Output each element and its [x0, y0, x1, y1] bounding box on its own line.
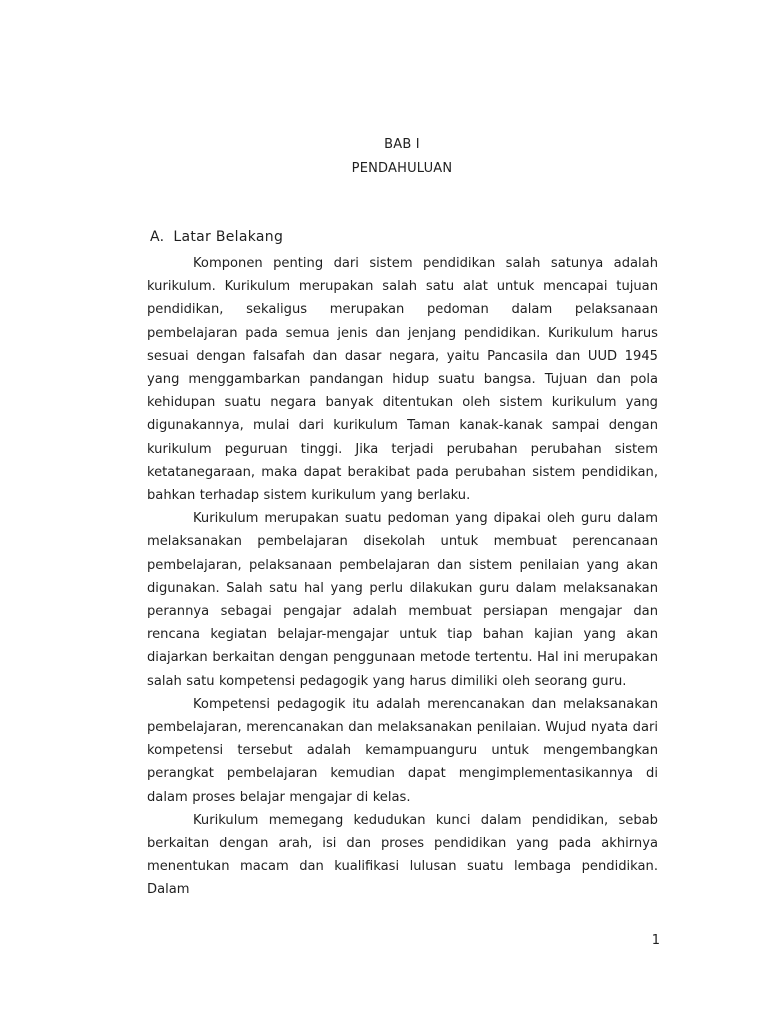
- section-title: Latar Belakang: [173, 229, 284, 245]
- body-text: [147, 252, 658, 902]
- paragraph: Kompetensi pedagogik itu adalah merencanakan dan melaksanakan pembelajaran, merencanakan dan melaksanakan penilaian. Wujud nyata dari kompetensi tersebut adalah kemampuanguru untuk mengembangkan perangkat pembelajaran kemudian dapat mengimplementasikannya di dalam proses belajar mengajar di kelas.: [147, 696, 658, 805]
- chapter-title: PENDAHULUAN: [351, 161, 453, 176]
- section-heading: [150, 229, 283, 245]
- chapter-number: BAB I: [384, 137, 420, 152]
- paragraph: Kurikulum memegang kedudukan kunci dalam pendidikan, sebab berkaitan dengan arah, isi dan proses pendidikan yang pada akhirnya menentukan macam dan kualifikasi lulusan suatu lembaga pendidikan. Dalam: [147, 812, 658, 898]
- paragraph: Kurikulum merupakan suatu pedoman yang dipakai oleh guru dalam melaksanakan pembelajaran disekolah untuk membuat perencanaan pembelajaran, pelaksanaan pembelajaran dan sistem penilaian yang akan digunakan. Salah satu hal yang perlu dilakukan guru dalam melaksanakan perannya sebagai pengajar adalah membuat persiapan mengajar dan rencana kegiatan belajar-mengajar untuk tiap bahan kajian yang akan diajarkan berkaitan dengan penggunaan metode tertentu. Hal ini merupakan salah satu kompetensi pedagogik yang harus dimiliki oleh seorang guru.: [147, 511, 658, 689]
- paragraph: Komponen penting dari sistem pendidikan salah satunya adalah kurikulum. Kurikulum merupakan salah satu alat untuk mencapai tujuan pendidikan, sekaligus merupakan pedoman dalam pelaksanaan pembelajaran pada semua jenis dan jenjang pendidikan. Kurikulum harus sesuai dengan falsafah dan dasar negara, yaitu Pancasila dan UUD 1945 yang menggambarkan pandangan hidup suatu bangsa. Tujuan dan pola kehidupan suatu negara banyak ditentukan oleh sistem kurikulum yang digunakannya, mulai dari kurikulum Taman kanak-kanak sampai dengan kurikulum peguruan tinggi. Jika terjadi perubahan perubahan sistem ketatanegaraan, maka dapat berakibat pada perubahan sistem pendidikan, bahkan terhadap sistem kurikulum yang berlaku.: [147, 256, 658, 504]
- section-letter: A.: [150, 229, 165, 245]
- page-number: 1: [651, 933, 660, 948]
